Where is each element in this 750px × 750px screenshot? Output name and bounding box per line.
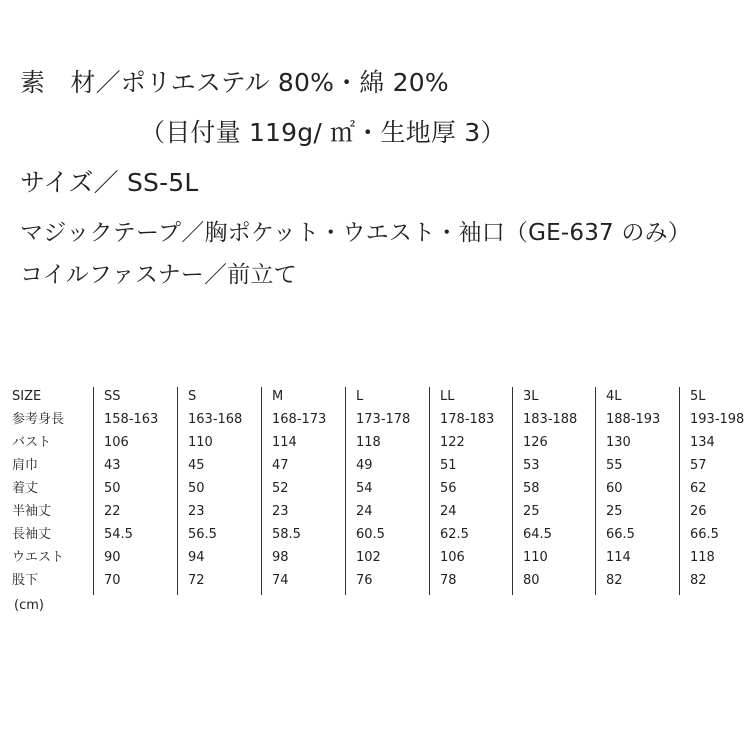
table-cell: 56 xyxy=(440,481,457,496)
table-cell: 64.5 xyxy=(523,527,552,542)
velcro-spec: マジックテープ／胸ポケット・ウエスト・袖口（GE-637 のみ） xyxy=(20,220,691,246)
table-header-row xyxy=(0,385,750,408)
table-cell: 82 xyxy=(606,573,623,588)
table-cell: 26 xyxy=(690,504,707,519)
table-cell: 126 xyxy=(523,435,548,450)
table-row xyxy=(0,454,750,477)
table-cell: 49 xyxy=(356,458,373,473)
size-header: 4L xyxy=(606,389,622,404)
row-label: 着丈 xyxy=(12,481,39,496)
table-cell: 134 xyxy=(690,435,715,450)
size-header: 5L xyxy=(690,389,706,404)
table-cell: 80 xyxy=(523,573,540,588)
header-label: SIZE xyxy=(12,389,42,404)
table-row xyxy=(0,477,750,500)
table-cell: 23 xyxy=(188,504,205,519)
table-cell: 158-163 xyxy=(104,412,159,427)
table-cell: 188-193 xyxy=(606,412,661,427)
table-cell: 102 xyxy=(356,550,381,565)
unit-label: (cm) xyxy=(14,598,44,613)
table-row xyxy=(0,523,750,546)
table-cell: 47 xyxy=(272,458,289,473)
size-table xyxy=(0,385,750,605)
table-cell: 76 xyxy=(356,573,373,588)
table-cell: 57 xyxy=(690,458,707,473)
size-header: LL xyxy=(440,389,455,404)
size-header: L xyxy=(356,389,364,404)
table-cell: 183-188 xyxy=(523,412,578,427)
table-cell: 58.5 xyxy=(272,527,301,542)
table-cell: 168-173 xyxy=(272,412,327,427)
table-cell: 54.5 xyxy=(104,527,133,542)
table-cell: 22 xyxy=(104,504,121,519)
size-header: M xyxy=(272,389,284,404)
table-row xyxy=(0,431,750,454)
table-cell: 60 xyxy=(606,481,623,496)
table-cell: 66.5 xyxy=(606,527,635,542)
table-cell: 58 xyxy=(523,481,540,496)
table-cell: 50 xyxy=(188,481,205,496)
table-cell: 94 xyxy=(188,550,205,565)
row-label: 参考身長 xyxy=(12,412,65,427)
table-row xyxy=(0,408,750,431)
table-cell: 106 xyxy=(440,550,465,565)
table-cell: 66.5 xyxy=(690,527,719,542)
table-cell: 122 xyxy=(440,435,465,450)
size-header: S xyxy=(188,389,197,404)
table-cell: 118 xyxy=(690,550,715,565)
table-cell: 72 xyxy=(188,573,205,588)
table-cell: 54 xyxy=(356,481,373,496)
size-header: 3L xyxy=(523,389,539,404)
table-cell: 70 xyxy=(104,573,121,588)
row-label: 股下 xyxy=(12,573,39,588)
table-cell: 163-168 xyxy=(188,412,243,427)
table-cell: 62.5 xyxy=(440,527,469,542)
size-header: SS xyxy=(104,389,121,404)
table-cell: 52 xyxy=(272,481,289,496)
table-cell: 173-178 xyxy=(356,412,411,427)
size-range-spec: サイズ／ SS-5L xyxy=(20,168,199,197)
table-cell: 110 xyxy=(523,550,548,565)
table-cell: 24 xyxy=(356,504,373,519)
table-cell: 130 xyxy=(606,435,631,450)
table-cell: 25 xyxy=(606,504,623,519)
table-cell: 62 xyxy=(690,481,707,496)
table-cell: 23 xyxy=(272,504,289,519)
table-row xyxy=(0,569,750,592)
row-label: ウエスト xyxy=(12,550,65,565)
table-cell: 51 xyxy=(440,458,457,473)
row-label: 長袖丈 xyxy=(12,527,52,542)
table-cell: 193-198 xyxy=(690,412,745,427)
table-cell: 74 xyxy=(272,573,289,588)
table-cell: 82 xyxy=(690,573,707,588)
row-label: 半袖丈 xyxy=(12,504,52,519)
table-cell: 98 xyxy=(272,550,289,565)
table-cell: 43 xyxy=(104,458,121,473)
table-cell: 178-183 xyxy=(440,412,495,427)
table-cell: 114 xyxy=(272,435,297,450)
table-cell: 25 xyxy=(523,504,540,519)
table-cell: 56.5 xyxy=(188,527,217,542)
table-cell: 114 xyxy=(606,550,631,565)
table-cell: 78 xyxy=(440,573,457,588)
table-cell: 118 xyxy=(356,435,381,450)
table-row xyxy=(0,500,750,523)
table-cell: 55 xyxy=(606,458,623,473)
row-label: 肩巾 xyxy=(12,458,39,473)
table-cell: 45 xyxy=(188,458,205,473)
table-cell: 90 xyxy=(104,550,121,565)
table-row xyxy=(0,546,750,569)
table-cell: 60.5 xyxy=(356,527,385,542)
zipper-spec: コイルファスナー／前立て xyxy=(20,262,297,288)
table-cell: 50 xyxy=(104,481,121,496)
row-label: バスト xyxy=(12,435,52,450)
table-cell: 24 xyxy=(440,504,457,519)
fabric-weight-spec: （目付量 119g/ ㎡・生地厚 3） xyxy=(140,118,506,147)
material-spec: 素 材／ポリエステル 80%・綿 20% xyxy=(20,68,449,97)
table-cell: 106 xyxy=(104,435,129,450)
table-cell: 110 xyxy=(188,435,213,450)
table-cell: 53 xyxy=(523,458,540,473)
